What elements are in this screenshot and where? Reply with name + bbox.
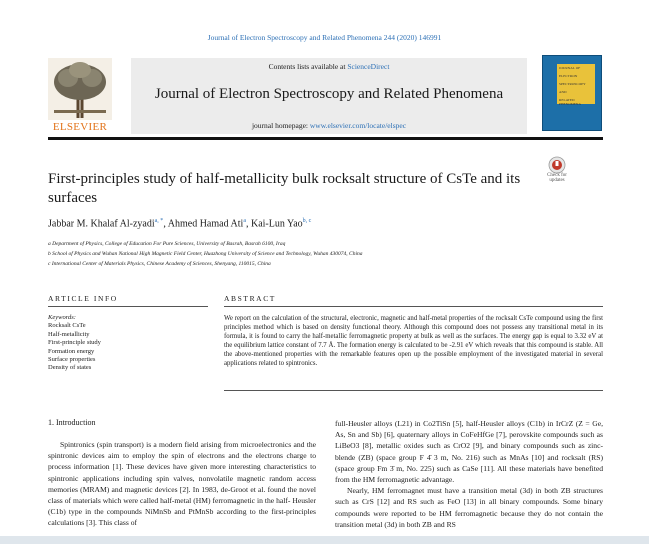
contents-line (131, 62, 527, 71)
abstract-rule (224, 306, 603, 307)
abstract-text: We report on the calculation of the structural, electronic, magnetic and half-metal properties of the rocksalt CsTe compound using the first principles method which is based on density functional theory. Although this compound does not possess any transitional metal in its formula, it is found to carry the half-metallic ferromagnetic property at bulk as well as the surfaces. The energy gap is equal to 3.32 eV at the equilibrium lattice constant of 7.7 Å. The formation energy is calculated to be -2.91 eV which reveals that this compound is stable. All the above-mentioned properties with the remarkable features open up the possible employment of the investigated material in several applications related to spintronics. (224, 315, 603, 368)
check-line: updates (549, 178, 565, 183)
author-list: Jabbar M. Khalaf Al-zyadi$^{a, *}$, Ahmed Hamad Ati$^a$, Kai-Lun Yao$^{b, c}$ (48, 218, 312, 230)
keywords-block (48, 314, 101, 373)
cover-label (557, 64, 595, 104)
author-sup[interactable]: a, * (154, 218, 164, 224)
affiliation: a Department of Physics, College of Education For Pure Sciences, University of Basrah, Basrah 6100, Iraq (48, 241, 286, 247)
viewer-bottom-bar (0, 536, 649, 544)
author-name[interactable]: Ahmed Hamad Ati (167, 218, 244, 230)
keyword: Rocksalt CsTe (48, 322, 86, 330)
author-sup[interactable]: b, c (302, 218, 312, 224)
article-info-heading: ARTICLE INFO (48, 294, 118, 303)
intro-right-para-1: full-Heusler alloys (L21) in Co2TiSn [5], half-Heusler alloys (C1b) in IrCrZ (Z = Ge, As, Sn and Sb) [6], quaternary alloys in CoFeHfGe [7], perovskite compounds such as LiBeO3 [8], metallic oxides such as CrO2 [9], and binary compounds such as zinc-blende (ZB) (space group F 4̄ 3 m, No. 216) such as MnAs [10] and rocksalt (RS) (space group Fm 3̄ m, No. 225) such as CaSe [11]. All these materials have benefited from the HM ferromagnetic advantage. (335, 419, 603, 485)
cover-line: AND (559, 90, 567, 94)
publisher-name: ELSEVIER (52, 121, 108, 133)
keywords-label: Keywords: (48, 314, 76, 321)
affiliation: b School of Physics and Wuhan National High Magnetic Field Center, Huazhong University of Science and Technology, Wuhan 430074, China (48, 251, 363, 257)
intro-left-column: Spintronics (spin transport) is a modern field arising from microelectronics and the spintronic devices aim to employ the spin of electrons and the electrons charge to process information [1]. These devices have given more interesting characteristics to spintronic applications including spin valves, nonvolatile magnetic random access memories (MRAM) and magnetic devices [2]. In 1983, de-Groot et al. found the novel class of materials which were called half-metal (HM) ferromagnetic in the half- Heusler (C1b) type in the compounds NiMnSb and PtMnSb according to the first-principles calculations [3]. This class of (48, 440, 316, 528)
keyword: Density of states (48, 364, 92, 372)
homepage-prefix: journal homepage: (251, 121, 310, 130)
abstract-bottom-rule (224, 390, 603, 391)
author-sup[interactable]: a (243, 218, 246, 224)
section-heading-introduction: 1. Introduction (48, 418, 96, 427)
intro-right-para-2: Nearly, HM ferromagnet must have a transition metal (3d) in both ZB structures such as CrS [12] and RS such as FeO [13] in all binary compounds. Some binary compounds were reported to be HM ferromagnetic because they do not contain the transition metal (3d) in both ZB and RS (335, 486, 603, 529)
article-info-rule (48, 306, 208, 307)
article-title: First-principles study of half-metallicity bulk rocksalt structure of CsTe and its surfaces (48, 171, 521, 206)
cover-line: JOURNAL OF (559, 66, 581, 70)
cover-line: SPECTROSCOPY (559, 82, 586, 86)
journal-title: Journal of Electron Spectroscopy and Related Phenomena (154, 86, 504, 102)
sciencedirect-link[interactable]: ScienceDirect (347, 62, 390, 71)
keyword: Surface properties (48, 356, 96, 364)
contents-prefix: Contents lists available at (268, 62, 348, 71)
keyword: Half-metallicity (48, 330, 90, 338)
keyword: First-principle study (48, 339, 101, 347)
keyword: Formation energy (48, 347, 95, 355)
abstract-heading: ABSTRACT (224, 294, 276, 303)
header-divider (48, 137, 603, 140)
cover-line: RELATED PHENOMENA (559, 98, 581, 106)
check-line: Check for (547, 173, 567, 178)
journal-cover-image (542, 55, 602, 131)
cover-line: ELECTRON (559, 74, 578, 78)
check-for-updates-label[interactable] (537, 173, 577, 183)
homepage-line (131, 121, 527, 130)
author-name[interactable]: Kai-Lun Yao (250, 218, 303, 230)
intro-right-column (335, 418, 603, 530)
affiliation: c International Center of Materials Physics, Chinese Academy of Sciences, Shenyang, 110015, China (48, 261, 271, 267)
elsevier-tree-logo (48, 58, 112, 120)
homepage-link[interactable]: www.elsevier.com/locate/elspec (309, 121, 407, 130)
author-name[interactable]: Jabbar M. Khalaf Al-zyadi (48, 218, 155, 230)
journal-reference[interactable]: Journal of Electron Spectroscopy and Related Phenomena 244 (2020) 146991 (207, 33, 442, 42)
